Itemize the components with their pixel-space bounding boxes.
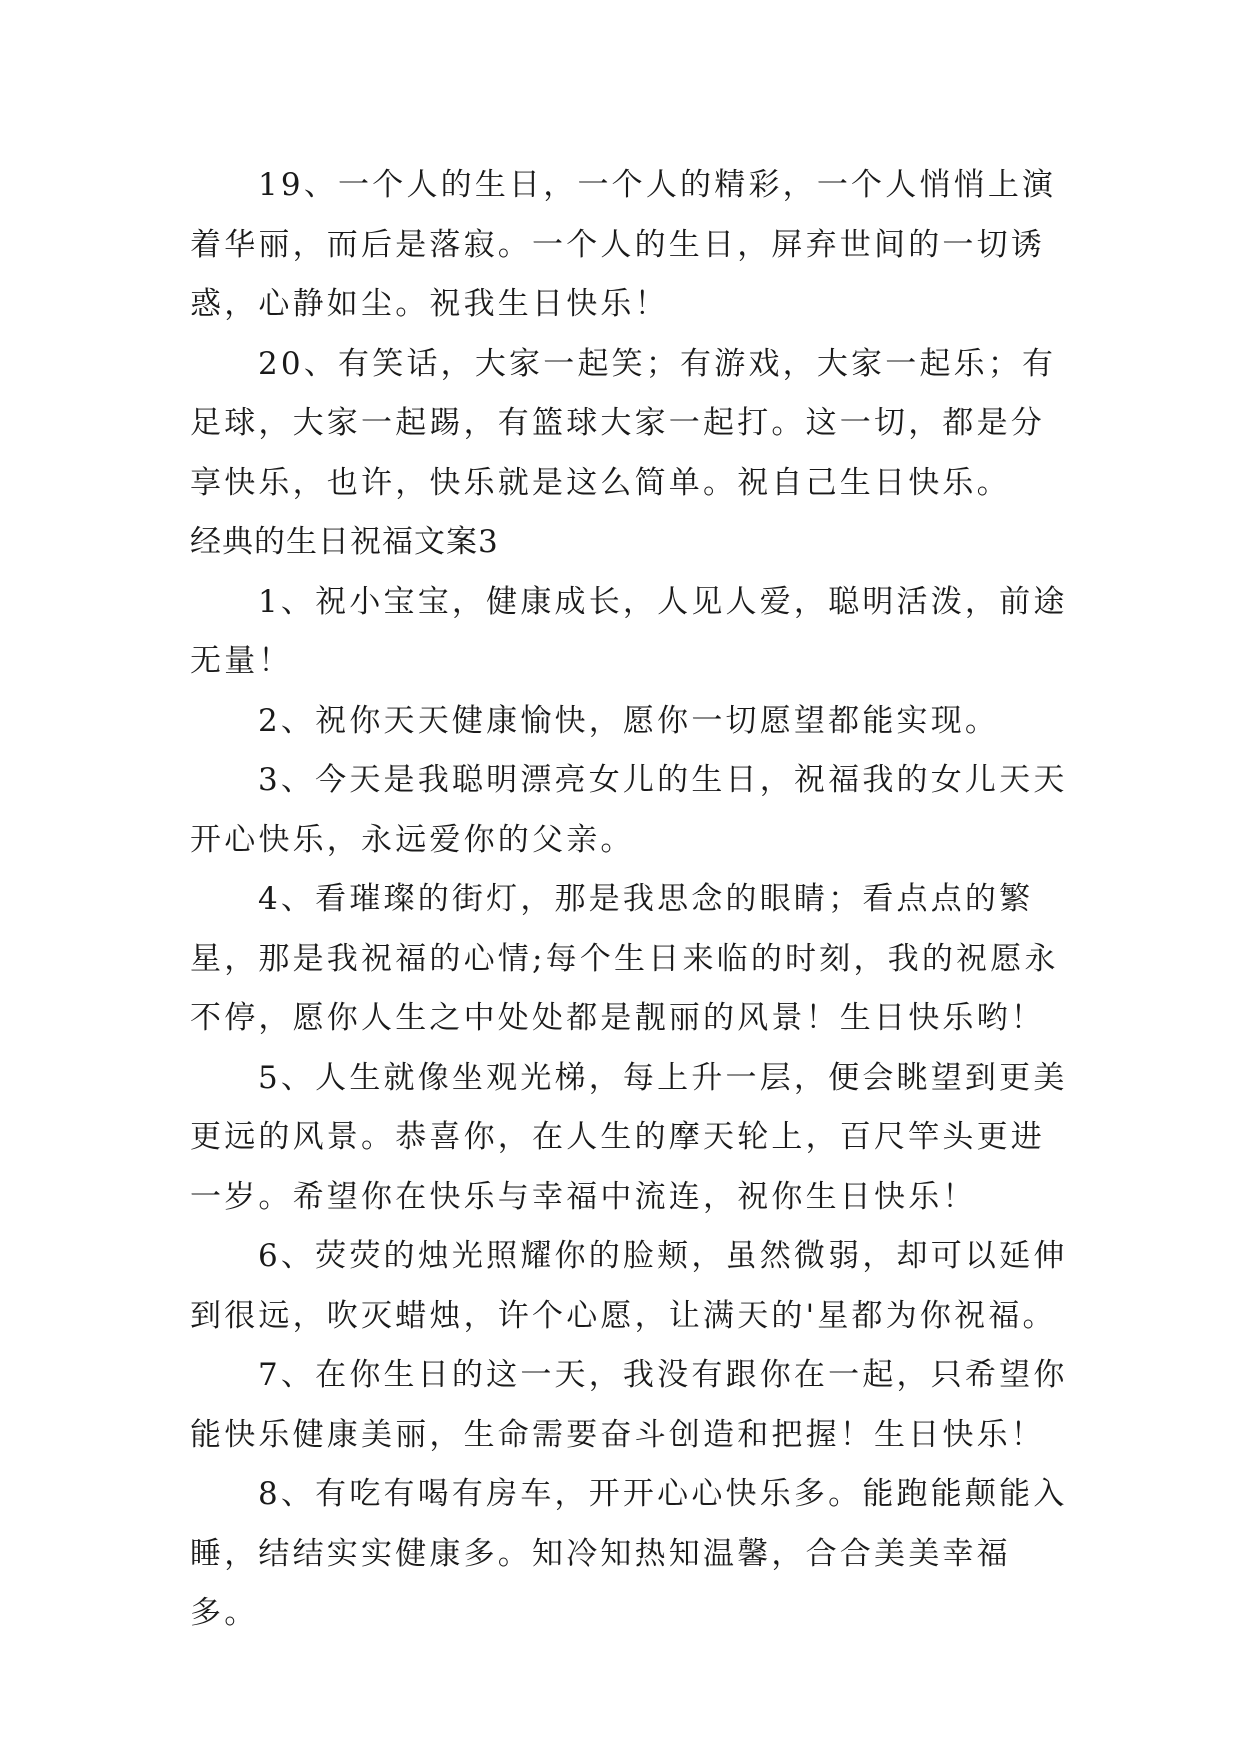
paragraph-6: 6、荧荧的烛光照耀你的脸颊，虽然微弱，却可以延伸到很远，吹灭蜡烛，许个心愿，让满天的'星都为你祝福。 [190, 1238, 1068, 1334]
paragraph-4: 4、看璀璨的街灯，那是我思念的眼睛；看点点的繁星，那是我祝福的心情;每个生日来临的时刻，我的祝愿永不停，愿你人生之中处处都是靓丽的风景！生日快乐哟！ [190, 881, 1059, 1036]
paragraph-5: 5、人生就像坐观光梯，每上升一层，便会眺望到更美更远的风景。恭喜你，在人生的摩天轮上，百尺竿头更进一岁。希望你在快乐与幸福中流连，祝你生日快乐！ [190, 1059, 1068, 1215]
paragraph-7: 7、在你生日的这一天，我没有跟你在一起，只希望你能快乐健康美丽，生命需要奋斗创造和把握！生日快乐！ [190, 1357, 1068, 1453]
paragraph-20: 20、有笑话，大家一起笑；有游戏，大家一起乐；有足球，大家一起踢，有篮球大家一起打。这一切，都是分享快乐，也许，快乐就是这么简单。祝自己生日快乐。 [190, 345, 1057, 501]
document-body [190, 156, 1070, 1644]
paragraph-8: 8、有吃有喝有房车，开开心心快乐多。能跑能颠能入睡，结结实实健康多。知冷知热知温馨，合合美美幸福多。 [190, 1476, 1068, 1631]
paragraph-19: 19、一个人的生日，一个人的精彩，一个人悄悄上演着华丽，而后是落寂。一个人的生日，屏弃世间的一切诱惑，心静如尘。祝我生日快乐！ [190, 167, 1057, 322]
section-heading: 经典的生日祝福文案3 [190, 524, 499, 560]
paragraph-1: 1、祝小宝宝，健康成长，人见人爱，聪明活泼，前途无量！ [190, 583, 1068, 679]
paragraph-2: 2、祝你天天健康愉快，愿你一切愿望都能实现。 [258, 702, 1000, 739]
paragraph-3: 3、今天是我聪明漂亮女儿的生日，祝福我的女儿天天开心快乐，永远爱你的父亲。 [190, 762, 1068, 858]
